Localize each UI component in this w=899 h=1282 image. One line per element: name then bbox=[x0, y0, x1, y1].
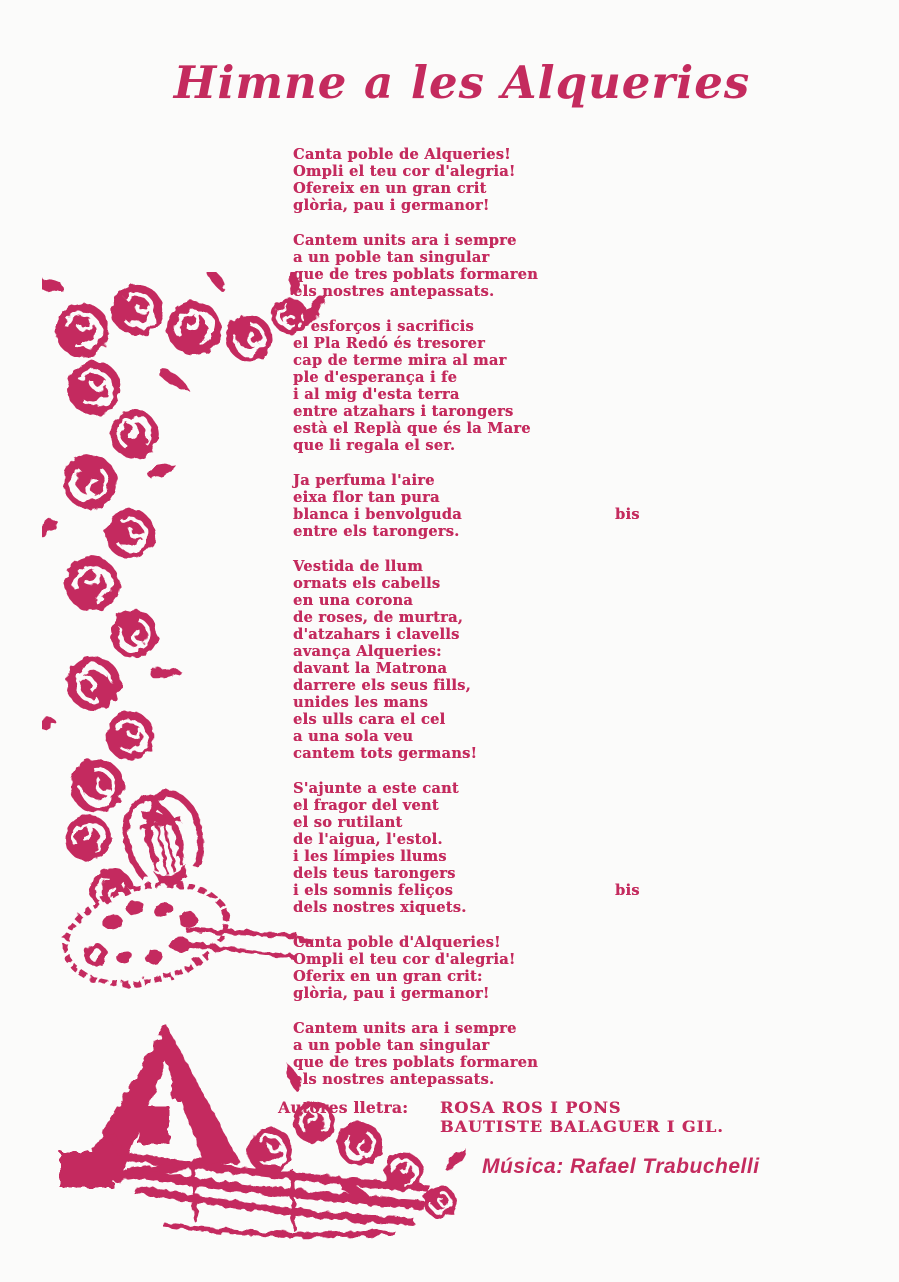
poem-line: el fragor del vent bbox=[293, 797, 439, 814]
poem-line: el Pla Redó és tresorer bbox=[293, 335, 486, 352]
poem-line: a un poble tan singular bbox=[293, 1037, 490, 1054]
stanza bbox=[293, 146, 653, 214]
poem-line: unides les mans bbox=[293, 694, 429, 711]
poem-line: Cantem units ara i sempre bbox=[293, 232, 517, 249]
poem-line: de roses, de murtra, bbox=[293, 609, 464, 626]
poem-line: Cantem units ara i sempre bbox=[293, 1020, 517, 1037]
poem-line: que de tres poblats formaren bbox=[293, 266, 538, 283]
bis-marker: bis bbox=[615, 506, 640, 523]
poem-line: Ompli el teu cor d'alegria! bbox=[293, 163, 516, 180]
poem-line: Canta poble de Alqueries! bbox=[293, 146, 511, 163]
poem-line: dels nostres xiquets. bbox=[293, 899, 467, 916]
stanza bbox=[293, 780, 653, 916]
poem-line: dels teus tarongers bbox=[293, 865, 456, 882]
poem-line: i al mig d'esta terra bbox=[293, 386, 460, 403]
poem-line: davant la Matrona bbox=[293, 660, 448, 677]
lyrics-authors bbox=[440, 1098, 724, 1136]
lyrics-author: BAUTISTE BALAGUER I GIL. bbox=[440, 1117, 724, 1136]
poem-line: de l'aigua, l'estol. bbox=[293, 831, 443, 848]
stanza bbox=[293, 232, 653, 300]
poem-line: ornats els cabells bbox=[293, 575, 441, 592]
poem-line: darrere els seus fills, bbox=[293, 677, 471, 694]
lyrics-credit-label: Autores lletra: bbox=[278, 1098, 409, 1117]
painter-palette-icon bbox=[55, 849, 317, 1010]
poem-line: i les límpies llums bbox=[293, 848, 447, 865]
poem-line: Canta poble d'Alqueries! bbox=[293, 934, 501, 951]
poem-line: glòria, pau i germanor! bbox=[293, 985, 490, 1002]
poem-line: Vestida de llum bbox=[293, 558, 423, 575]
poem-line: Ofereix en un gran crit bbox=[293, 180, 487, 197]
poem-line: avança Alqueries: bbox=[293, 643, 442, 660]
lyrics-credit bbox=[278, 1098, 838, 1136]
poem-line: glòria, pau i germanor! bbox=[293, 197, 490, 214]
rose-garland-icon bbox=[42, 272, 334, 920]
poem-line: en una corona bbox=[293, 592, 413, 609]
poem-line: que li regala el ser. bbox=[293, 437, 456, 454]
stanza bbox=[293, 1020, 653, 1088]
poem-line: el so rutilant bbox=[293, 814, 403, 831]
poem-line: els nostres antepassats. bbox=[293, 283, 495, 300]
bis-marker: bis bbox=[615, 882, 640, 899]
page-title: Himne a les Alqueries bbox=[173, 56, 751, 109]
poem-line: S'ajunte a este cant bbox=[293, 780, 459, 797]
stanza bbox=[293, 472, 653, 540]
poem-line: els nostres antepassats. bbox=[293, 1071, 495, 1088]
poem bbox=[293, 146, 653, 1106]
music-credit: Música: Rafael Trabuchelli bbox=[482, 1155, 760, 1178]
poem-line: Ja perfuma l'aire bbox=[293, 472, 435, 489]
poem-line: ple d'esperança i fe bbox=[293, 369, 458, 386]
poem-line: d'atzahars i clavells bbox=[293, 626, 460, 643]
poem-line: i els somnis feliços bis bbox=[293, 882, 640, 899]
stanza bbox=[293, 558, 653, 762]
stanza bbox=[293, 318, 653, 454]
lyrics-author: ROSA ROS I PONS bbox=[440, 1098, 622, 1117]
poem-line: D'esforços i sacrificis bbox=[293, 318, 474, 335]
poem-line: eixa flor tan pura bbox=[293, 489, 440, 506]
stanza bbox=[293, 934, 653, 1002]
poem-line: a una sola veu bbox=[293, 728, 414, 745]
poem-line: blanca i benvolguda bis bbox=[293, 506, 640, 523]
poem-line: entre els tarongers. bbox=[293, 523, 460, 540]
poem-line: està el Replà que és la Mare bbox=[293, 420, 531, 437]
poem-line: que de tres poblats formaren bbox=[293, 1054, 538, 1071]
poem-line: cantem tots germans! bbox=[293, 745, 478, 762]
poem-line: cap de terme mira al mar bbox=[293, 352, 507, 369]
lyre-icon bbox=[119, 788, 210, 893]
poem-line: Oferix en un gran crit: bbox=[293, 968, 483, 985]
poem-line: entre atzahars i tarongers bbox=[293, 403, 514, 420]
poem-line: a un poble tan singular bbox=[293, 249, 490, 266]
poem-line: els ulls cara el cel bbox=[293, 711, 446, 728]
poem-line: Ompli el teu cor d'alegria! bbox=[293, 951, 516, 968]
